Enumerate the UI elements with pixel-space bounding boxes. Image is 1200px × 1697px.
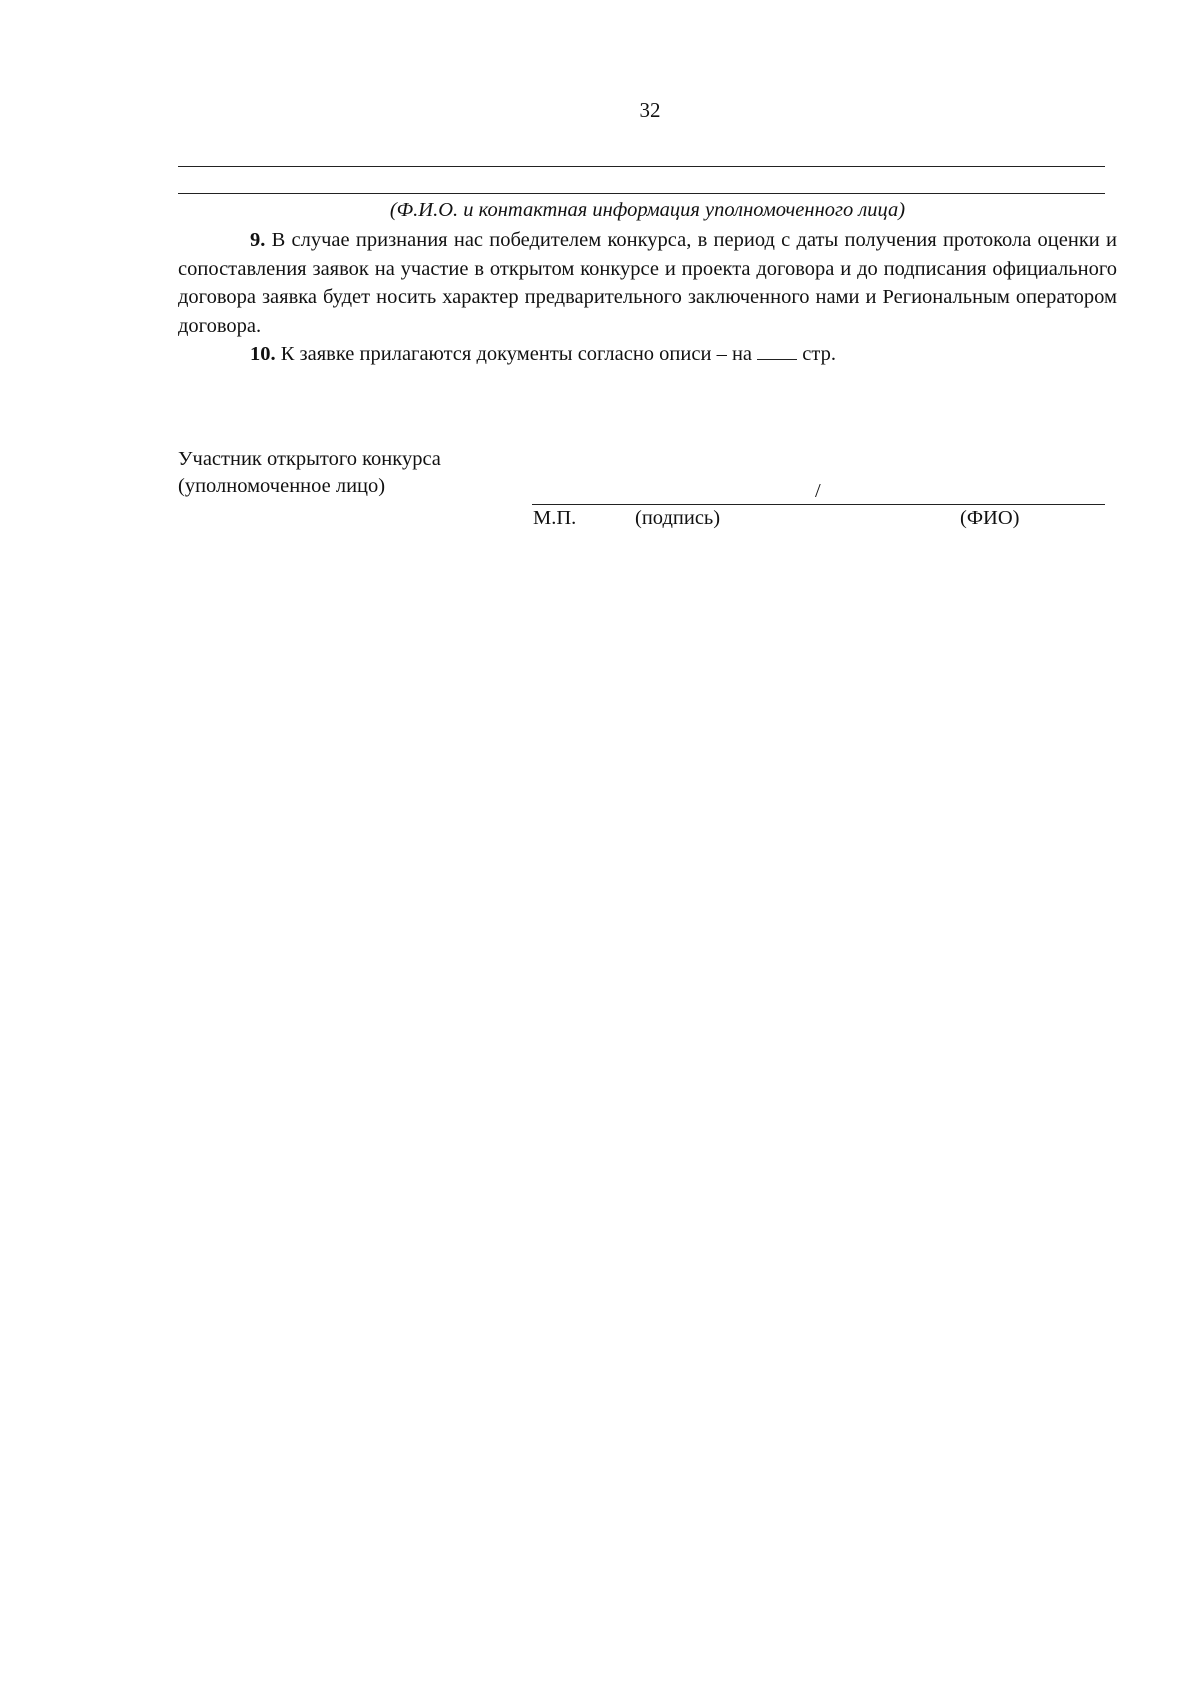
item-9-number: 9.	[250, 229, 266, 251]
item-9-paragraph	[178, 226, 1117, 340]
signature-separator: /	[815, 480, 821, 502]
pages-count-blank	[757, 343, 797, 360]
blank-line-1	[178, 166, 1105, 167]
stamp-label: М.П.	[533, 507, 577, 529]
item-10-suffix: стр.	[797, 343, 836, 365]
item-10-paragraph	[178, 340, 1117, 369]
fio-caption: (Ф.И.О. и контактная информация уполномоченного лица)	[389, 199, 906, 221]
blank-line-2	[178, 193, 1105, 194]
participant-label: Участник открытого конкурса	[178, 448, 441, 470]
item-10-text: К заявке прилагаются документы согласно описи – на	[275, 343, 758, 365]
authorized-person-label: (уполномоченное лицо)	[178, 475, 386, 497]
item-10-number: 10.	[250, 343, 276, 365]
signature-caption: (подпись)	[635, 507, 721, 529]
page-number: 32	[639, 98, 661, 122]
name-caption: (ФИО)	[960, 507, 1020, 529]
item-9-text: В случае признания нас победителем конкурса, в период с даты получения протокола оценки и сопоставления заявок на участие в открытом конкурсе и проекта договора и до подписания официального договора заявка будет носить характер предварительного заключенного нами и Региональным оператором договора.	[178, 229, 1117, 337]
signature-line	[532, 504, 1105, 505]
